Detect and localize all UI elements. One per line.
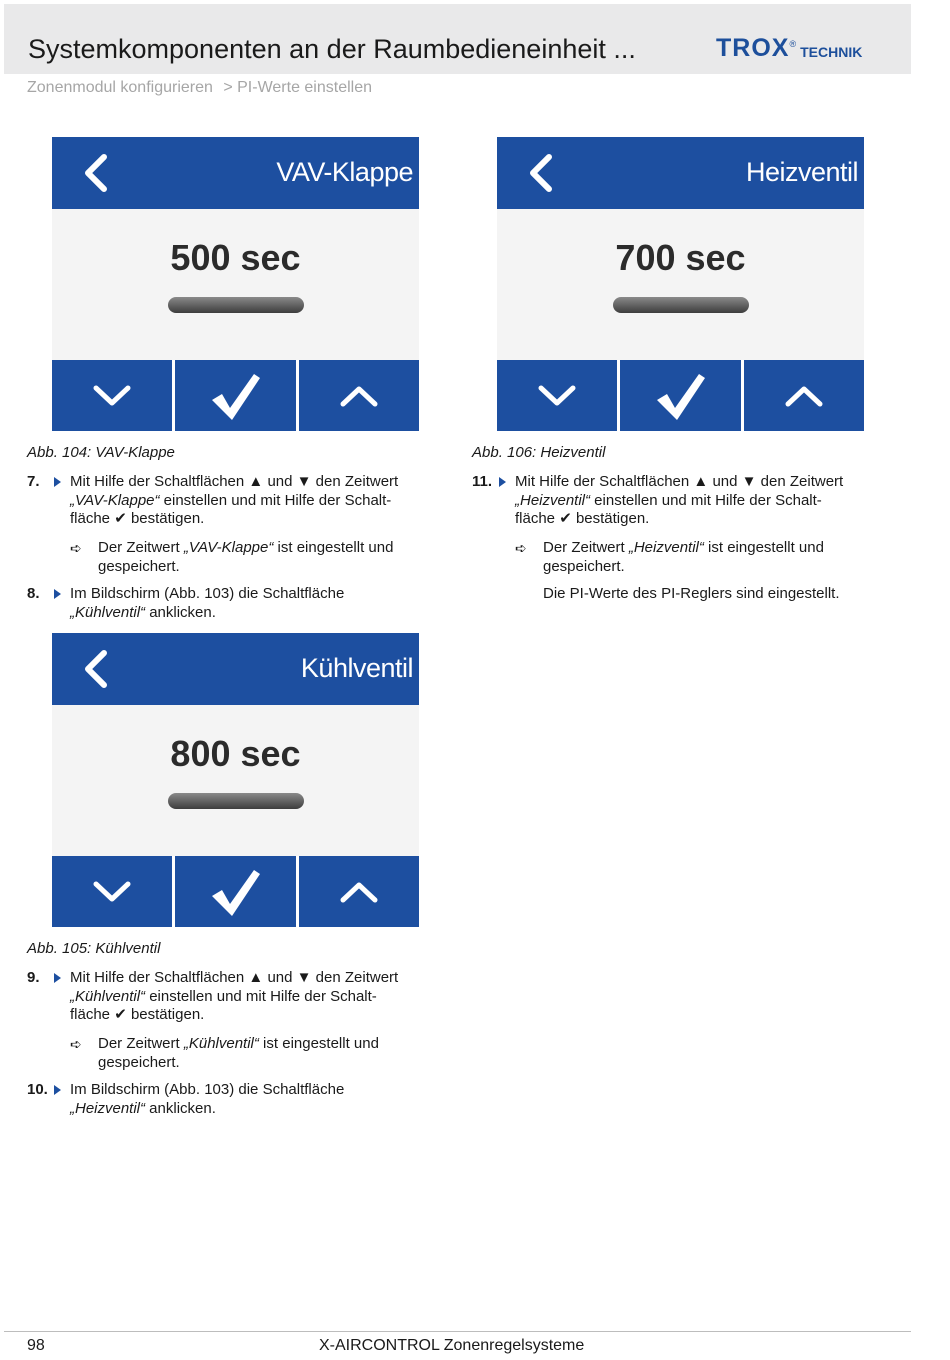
text: ist eingestellt und gespeichert.: [543, 539, 824, 575]
result-text: [98, 539, 440, 576]
chevron-up-icon: [784, 384, 824, 408]
step-number: 11.: [472, 473, 493, 490]
chevron-left-icon[interactable]: [82, 649, 108, 694]
field-name: „Heizventil“: [515, 491, 591, 509]
field-name: „VAV-Klappe“: [70, 491, 160, 509]
field-name: „Kühlventil“: [70, 603, 146, 621]
chevron-left-icon[interactable]: [82, 153, 108, 198]
down-button[interactable]: [497, 360, 617, 431]
text: Der Zeitwert: [98, 539, 184, 556]
step-8: [27, 585, 447, 622]
chevron-up-icon: [339, 384, 379, 408]
chevron-down-icon: [537, 384, 577, 408]
chevron-left-icon[interactable]: [527, 153, 553, 198]
screen-kuehlventil: [52, 633, 419, 927]
footer-divider: [4, 1331, 911, 1332]
step-10: [27, 1081, 447, 1118]
down-triangle-icon: ▼: [741, 473, 757, 490]
step-text: [70, 969, 447, 1025]
triangle-right-icon: [54, 1085, 61, 1095]
text: fläche: [515, 510, 560, 527]
chevron-up-icon: [339, 880, 379, 904]
field-name: „Heizventil“: [70, 1099, 146, 1117]
text: und: [263, 969, 297, 986]
up-button[interactable]: [299, 856, 419, 927]
text: Mit Hilfe der Schaltflächen: [515, 473, 694, 490]
triangle-right-icon: [54, 477, 61, 487]
triangle-right-icon: [499, 477, 506, 487]
logo-brand: TROX: [716, 34, 790, 62]
up-triangle-icon: ▲: [248, 969, 264, 986]
text: und: [263, 473, 297, 490]
step-number: 10.: [27, 1081, 48, 1098]
text: Im Bildschirm (Abb. 103) die Schaltfläche: [70, 1081, 345, 1098]
text: und: [708, 473, 742, 490]
text: ist eingestellt und gespeichert.: [98, 539, 394, 575]
outline-arrow-right-icon: ➪: [515, 540, 527, 556]
step-number: 9.: [27, 969, 40, 986]
time-value: 500 sec: [170, 237, 301, 278]
value-bar: [168, 793, 304, 809]
text: bestätigen.: [126, 510, 205, 527]
text: anklicken.: [145, 603, 216, 621]
trox-logo: [716, 34, 862, 63]
down-triangle-icon: ▼: [296, 473, 312, 490]
logo-suffix: TECHNIK: [800, 44, 863, 60]
check-icon: ✔: [559, 510, 572, 527]
page-title: Systemkomponenten an der Raumbedieneinheit ...: [28, 34, 636, 64]
outline-arrow-right-icon: ➪: [70, 540, 82, 556]
result-text: [543, 539, 885, 576]
breadcrumb: [27, 79, 378, 97]
figure-caption: Abb. 104: VAV-Klappe: [27, 444, 175, 461]
up-button[interactable]: [299, 360, 419, 431]
result-7: [70, 539, 440, 576]
footer-title: X-AIRCONTROL Zonenregelsysteme: [319, 1337, 585, 1354]
button-row: [497, 360, 864, 431]
outline-arrow-right-icon: ➪: [70, 1036, 82, 1052]
up-triangle-icon: ▲: [248, 473, 264, 490]
check-icon: ✔: [114, 510, 127, 527]
step-text: [70, 473, 447, 529]
text: fläche: [70, 1006, 115, 1023]
down-button[interactable]: [52, 856, 172, 927]
text: einstellen und mit Hilfe der Schalt-: [590, 491, 822, 509]
screen-header-bar: [497, 137, 864, 209]
check-icon: [208, 370, 262, 422]
text: bestätigen.: [126, 1006, 205, 1023]
text: ist eingestellt und gespeichert.: [98, 1035, 379, 1071]
result-text: [98, 1035, 440, 1072]
value-bar: [613, 297, 749, 313]
up-triangle-icon: ▲: [693, 473, 709, 490]
check-icon: [653, 370, 707, 422]
check-icon: ✔: [114, 1006, 127, 1023]
text: bestätigen.: [571, 510, 650, 527]
chevron-down-icon: [92, 880, 132, 904]
confirm-button[interactable]: [175, 856, 295, 927]
confirm-button[interactable]: [175, 360, 295, 431]
screen-header-bar: [52, 633, 419, 705]
field-name: „Heizventil“: [628, 539, 704, 556]
text: den Zeitwert: [756, 473, 844, 490]
triangle-right-icon: [54, 589, 61, 599]
field-name: „Kühlventil“: [183, 1035, 259, 1052]
text: den Zeitwert: [311, 969, 399, 986]
value-bar: [168, 297, 304, 313]
confirm-button[interactable]: [620, 360, 740, 431]
text: den Zeitwert: [311, 473, 399, 490]
screen-title: Kühlventil: [300, 653, 413, 683]
screen-header-bar: [52, 137, 419, 209]
text: Der Zeitwert: [98, 1035, 184, 1052]
check-icon: [208, 866, 262, 918]
step-text: [515, 473, 892, 529]
step-number: 7.: [27, 473, 40, 490]
text: Der Zeitwert: [543, 539, 629, 556]
time-value: 700 sec: [615, 237, 746, 278]
up-button[interactable]: [744, 360, 864, 431]
down-button[interactable]: [52, 360, 172, 431]
screen-vav-klappe: [52, 137, 419, 431]
field-name: „VAV-Klappe“: [183, 539, 274, 556]
time-value: 800 sec: [170, 733, 301, 774]
text: anklicken.: [145, 1099, 216, 1117]
step-number: 8.: [27, 585, 40, 602]
text: Im Bildschirm (Abb. 103) die Schaltfläche: [70, 585, 345, 602]
down-triangle-icon: ▼: [296, 969, 312, 986]
text: fläche: [70, 510, 115, 527]
logo-registered-mark: ®: [789, 39, 797, 49]
step-9: [27, 969, 447, 1025]
step-11: [472, 473, 892, 529]
step-text: [70, 1081, 447, 1118]
breadcrumb-item: > PI-Werte einstellen: [223, 79, 373, 96]
chevron-down-icon: [92, 384, 132, 408]
text: Mit Hilfe der Schaltflächen: [70, 969, 249, 986]
text: einstellen und mit Hilfe der Schalt-: [159, 491, 392, 509]
figure-caption: Abb. 105: Kühlventil: [27, 940, 161, 957]
button-row: [52, 360, 419, 431]
screen-title: Heizventil: [745, 157, 858, 187]
step-7: [27, 473, 447, 529]
triangle-right-icon: [54, 973, 61, 983]
field-name: „Kühlventil“: [70, 987, 146, 1005]
final-note: Die PI-Werte des PI-Reglers sind eingestellt.: [543, 585, 840, 602]
page-header: [4, 4, 911, 74]
text: Mit Hilfe der Schaltflächen: [70, 473, 249, 490]
result-11: [515, 539, 885, 576]
step-text: [70, 585, 447, 622]
result-9: [70, 1035, 440, 1072]
breadcrumb-item: Zonenmodul konfigurieren: [27, 79, 213, 96]
screen-title: VAV-Klappe: [276, 157, 413, 187]
figure-caption: Abb. 106: Heizventil: [472, 444, 606, 461]
button-row: [52, 856, 419, 927]
text: einstellen und mit Hilfe der Schalt-: [145, 987, 377, 1005]
page-number: 98: [27, 1337, 45, 1354]
screen-heizventil: [497, 137, 864, 431]
